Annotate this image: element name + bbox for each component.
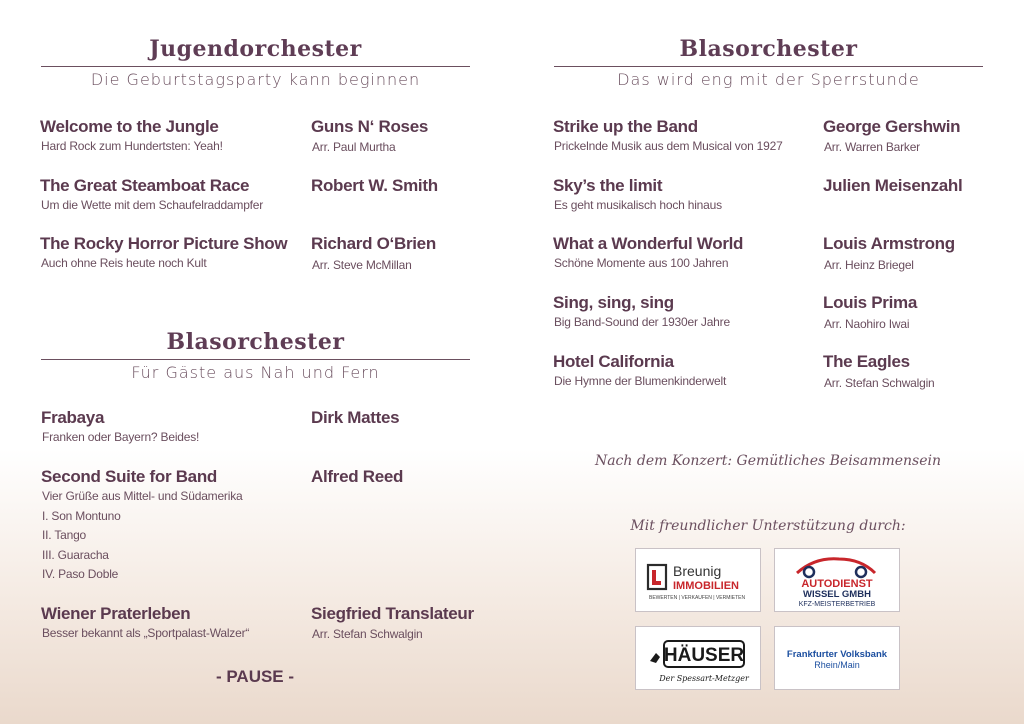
composer: Alfred Reed — [311, 467, 404, 486]
piece-title: Welcome to the Jungle — [40, 117, 219, 136]
composer: George Gershwin — [823, 117, 961, 136]
composer: Richard O‘Brien — [311, 234, 436, 253]
sponsor-logo-haeuser — [635, 626, 761, 690]
section-jugendorchester-header — [41, 35, 470, 89]
arranger: Arr. Paul Murtha — [312, 140, 396, 154]
pause-label: - PAUSE - — [215, 667, 295, 686]
program-item — [41, 604, 249, 644]
volksbank-name: Frankfurter Volksbank — [786, 649, 888, 660]
piece-description: Vier Grüße aus Mittel- und Südamerika — [42, 489, 243, 503]
piece-title: Sky’s the limit — [553, 176, 663, 195]
program-item — [41, 408, 199, 448]
movement: III. Guaracha — [42, 547, 109, 562]
section-title: Blasorchester — [166, 329, 345, 355]
piece-title: Strike up the Band — [553, 117, 698, 136]
section-title: Jugendorchester — [149, 36, 362, 62]
program-item — [40, 176, 263, 216]
piece-title: Sing, sing, sing — [553, 293, 674, 312]
piece-description: Auch ohne Reis heute noch Kult — [41, 256, 207, 270]
sponsor-logo-volksbank — [774, 626, 900, 690]
sponsor-logo-breunig — [635, 548, 761, 612]
piece-title: Wiener Praterleben — [41, 604, 191, 623]
divider — [41, 359, 470, 360]
divider — [554, 66, 983, 67]
piece-description: Schöne Momente aus 100 Jahren — [554, 256, 729, 270]
piece-title: The Great Steamboat Race — [40, 176, 250, 195]
section-subtitle: Für Gäste aus Nah und Fern — [131, 363, 380, 382]
program-item — [553, 176, 722, 216]
volksbank-sub: Rhein/Main — [814, 660, 860, 670]
composer: Louis Armstrong — [823, 234, 955, 253]
arranger: Arr. Stefan Schwalgin — [824, 376, 935, 390]
piece-description: Hard Rock zum Hundertsten: Yeah! — [41, 139, 223, 153]
program-item — [553, 293, 730, 333]
piece-description: Es geht musikalisch hoch hinaus — [554, 198, 722, 212]
composer: Guns N‘ Roses — [311, 117, 429, 136]
after-concert-note: Nach dem Konzert: Gemütliches Beisammensein — [594, 453, 942, 469]
piece-description: Besser bekannt als „Sportpalast-Walzer“ — [42, 626, 250, 640]
piece-title: Frabaya — [41, 408, 105, 427]
program-item — [40, 234, 287, 274]
sponsor-logo-autodienst — [774, 548, 900, 612]
arranger: Arr. Warren Barker — [824, 140, 920, 154]
piece-description: Big Band-Sound der 1930er Jahre — [554, 315, 730, 329]
composer: Siegfried Translateur — [311, 604, 474, 623]
haeuser-tag: Der Spessart-Metzger — [659, 674, 749, 683]
program-item — [553, 352, 726, 392]
autodienst-name: AUTODIENST — [801, 578, 873, 590]
piece-description: Franken oder Bayern? Beides! — [42, 430, 200, 444]
breunig-name: Breunig — [673, 563, 722, 579]
arranger: Arr. Naohiro Iwai — [824, 317, 910, 331]
piece-title: Hotel California — [553, 352, 674, 371]
program-item — [553, 117, 783, 157]
movement: II. Tango — [42, 528, 87, 542]
piece-title: What a Wonderful World — [553, 234, 744, 253]
section-blasorchester-1-header — [41, 328, 470, 382]
section-blasorchester-2-header — [554, 35, 983, 89]
support-heading: Mit freundlicher Unterstützung durch: — [630, 518, 906, 534]
divider — [41, 66, 470, 67]
piece-title: The Rocky Horror Picture Show — [40, 234, 288, 253]
program-item — [40, 117, 223, 157]
composer: Louis Prima — [823, 293, 918, 312]
composer: The Eagles — [823, 352, 910, 371]
composer: Robert W. Smith — [311, 176, 438, 195]
section-title: Blasorchester — [679, 36, 858, 62]
arranger: Arr. Heinz Briegel — [824, 258, 914, 272]
breunig-tag: BEWERTEN | VERKAUFEN | VERMIETEN — [649, 595, 746, 601]
arranger: Arr. Stefan Schwalgin — [312, 627, 423, 641]
composer: Dirk Mattes — [311, 408, 400, 427]
composer: Julien Meisenzahl — [823, 176, 963, 195]
piece-description: Die Hymne der Blumenkinderwelt — [554, 374, 727, 388]
piece-description: Prickelnde Musik aus dem Musical von 1927 — [554, 139, 783, 153]
program-item — [553, 234, 743, 274]
piece-description: Um die Wette mit dem Schaufelraddampfer — [41, 198, 264, 212]
movement: IV. Paso Doble — [42, 567, 119, 581]
autodienst-sub: WISSEL GMBH — [803, 589, 871, 600]
autodienst-tag: KFZ-MEISTERBETRIEB — [798, 601, 876, 608]
section-subtitle: Die Geburtstagsparty kann beginnen — [90, 70, 421, 89]
section-subtitle: Das wird eng mit der Sperrstunde — [617, 70, 920, 89]
breunig-sub: IMMOBILIEN — [673, 580, 739, 592]
program-item — [41, 467, 242, 585]
movement: I. Son Montuno — [42, 508, 121, 523]
piece-title: Second Suite for Band — [41, 467, 217, 486]
haeuser-name: HÄUSER — [663, 645, 745, 666]
arranger: Arr. Steve McMillan — [312, 258, 412, 272]
